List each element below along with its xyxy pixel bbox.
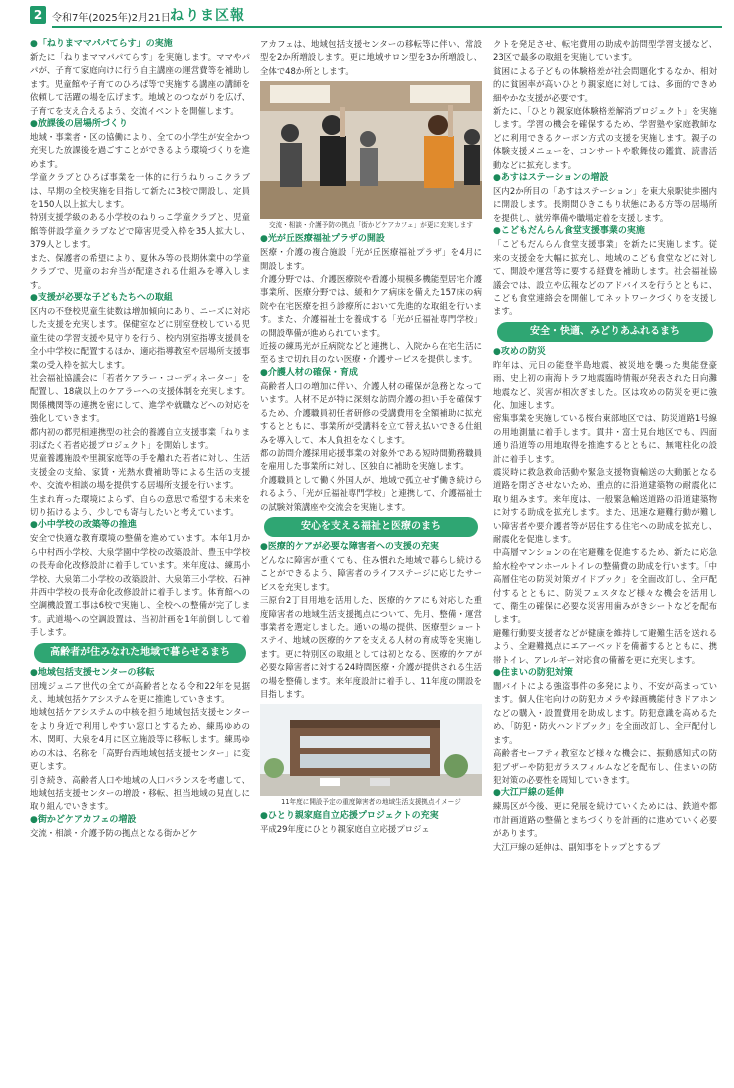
rendering-caption: 11年度に開設予定の重度障害者の地域生活支援拠点イメージ	[281, 798, 461, 807]
heading-kodomo-shokudo: ●こどもだんらん食堂支援事業の実施	[493, 226, 645, 237]
heading-mamapapa: ●「ねりまママパパてらす」の実施	[30, 39, 173, 49]
section-bar-elderly: 高齢者が住みなれた地域で暮らせるまち	[34, 643, 246, 663]
paragraph: 「こどもだんらん食堂支援事業」を新たに実施します。従来の支援金を大幅に拡充し、地域のこども食堂などに対して、開設や運営等に要する経費を補助します。社会福祉協議会では、設立や広報などのアドバイスを行うとともに、こども食堂連絡会を開催してネットワークづくりを支援します。	[493, 239, 717, 317]
column-3	[493, 38, 717, 1082]
heading-oedo-line: ●大江戸線の延伸	[493, 788, 564, 799]
paragraph: 生まれ育った環境によらず、自らの意思で希望する未来を切り拓けるよう、少しでも寄与したいと考えています。	[30, 493, 250, 517]
heading-center-relocation: ●地域包括支援センターの移転	[30, 667, 155, 678]
paragraph: 医療・介護の複合施設「光が丘医療福祉プラザ」を4月に開設します。	[260, 247, 482, 271]
paragraph: アカフェは、地域包括支援センターの移転等に伴い、常設型を2か所増設します。更に地域サロン型を3か所増設し、全体で48か所とします。	[260, 39, 482, 76]
page-number: 2	[30, 6, 46, 24]
column-2	[260, 38, 482, 1082]
paragraph: 新たに「ねりまママパパてらす」を実施します。ママやパパが、子育て家庭向けに行う自主講座の運営費等を補助します。児童館や子育てのひろば等で実施する講座の講師を依頼して活躍の場を広げます。地域とのつながりを広げ、子育てを支え合えるよう、交流イベントを開催します。	[30, 52, 250, 116]
paragraph: 介護職員として働く外国人が、地域で孤立せず働き続けられるよう、「光が丘福祉専門学校」と連携して、介護福祉士の試験対策講座や交流会を実施します。	[260, 474, 482, 512]
paragraph: 児童養護施設や里親家庭等の手を離れた若者に対し、生活支援金の支給、家賃・光熱水費補助等による生活の支援や、交流や相談の場を提供する居場所支援を行います。	[30, 453, 250, 491]
column-1	[30, 38, 250, 1082]
heading-medical-care: ●医療的ケアが必要な障害者への支援の充実	[260, 541, 439, 552]
photo-caption: 交流・相談・介護予防の拠点「街かどケアカフェ」が更に充実します	[268, 221, 473, 230]
paragraph: 震災時に救急救命活動や緊急支援物資輸送の大動脈となる道路を閉ざさせないため、重点的に沿道建築物の耐震化に取り組みます。来年度は、一般緊急輸送道路の沿道建築物に対する助成を拡充します。また、迅速な避難行動が難しい障害者や要介護者等が居住する住宅への助成を拡充し、耐震化を促進します。	[493, 466, 717, 544]
paragraph: 避難行動要支援者などが健康を維持して避難生活を送れるよう、全避難拠点にエアーベッドを備蓄するとともに、携帯トイレ、アレルギー対応食の備蓄を更に充実します。	[493, 627, 717, 665]
paragraph: 団塊ジュニア世代の全てが高齢者となる令和22年を見据え、地域包括ケアシステムを更に推進していきます。	[30, 680, 250, 705]
heading-crime-prevention: ●住まいの防犯対策	[493, 668, 573, 679]
paragraph: 平成29年度にひとり親家庭自立応援プロジェ	[260, 824, 430, 835]
paragraph: 社会福祉協議会に「若者ケアラー・コーディネーター」を配置し、18歳以上のケアラーへの支援体制を充実します。関係機関等の連携を密にして、進学や就職などへの対応を強化していきます。	[30, 372, 250, 424]
care-cafe-photo	[260, 81, 482, 219]
paragraph: 地域包括ケアシステムの中核を担う地域包括支援センターをより身近で利用しやすい窓口とするため、練馬ゆめの木、関町、大泉を4月に区立施設等に移転します。練馬ゆめの木は、名称を「高野台西地域包括支援センター」に変更します。	[30, 707, 250, 772]
issue-date: 令和7年(2025年)2月21日	[52, 13, 171, 24]
paragraph: クトを発足させ、転宅費用の助成や訪問型学習支援など、23区で最多の取組を実施しています。	[493, 39, 717, 63]
paragraph: どんなに障害が重くても、住み慣れた地域で暮らし続けることができるよう、障害者のライフステージに応じたサービスを充実します。	[260, 554, 482, 592]
header-rule	[52, 26, 722, 28]
section-bar-safety: 安全・快適、みどりあふれるまち	[497, 322, 713, 342]
paragraph: 三原台2丁目用地を活用した、医療的ケアにも対応した重度障害者の地域生活支援拠点について、先月、整備・運営事業者を選定しました。通いの場の提供、医療型ショートステイ、地域の医療的ケアを支える人材の育成等を実施します。更に特別区の取組としては初となる、医療的ケアが必要な障害者に対する24時間医療・介護が提供される生活の場を整備します。来年度設計に着手し、11年度の開設を目指します。	[260, 595, 482, 699]
paragraph: 介護分野では、介護医療院や看護小規模多機能型居宅介護事業所、医療分野では、緩和ケア病床を備えた157床の病院や在宅医療を担う診療所において先進的な取組を行います。また、介護福祉士を養成する「光が丘福祉専門学校」の開設準備が進められています。	[260, 274, 482, 338]
paragraph: 都内初の都児相連携型の社会的養護自立支援事業「ねりま羽ばたく若者応援プロジェクト」を開始します。	[30, 426, 250, 450]
facility-rendering	[260, 704, 482, 796]
paragraph: 高齢者セーフティ教室など様々な機会に、振動感知式の防犯ブザーや防犯ガラスフィルムなどを配布し、住まいの防犯対策の必要性を周知していきます。	[493, 748, 717, 785]
paragraph: 練馬区が今後、更に発展を続けていくためには、鉄道や都市計画道路の整備とまちづくりを計画的に進めていく必要があります。	[493, 801, 717, 839]
paragraph: 貧困による子どもの体験格差が社会問題化するなか、相対的に貧困率が高いひとり親家庭に対しては、多面的できめ細やかな支援が必要です。	[493, 65, 717, 103]
section-bar-welfare: 安心を支える福祉と医療のまち	[264, 517, 478, 537]
paragraph: 昨年は、元日の能登半島地震、被災地を襲った奥能登豪雨、史上初の南海トラフ地震臨時情報が発表された日向灘地震など、災害が相次ぎました。区は攻めの防災を更に強化、加速します。	[493, 359, 717, 410]
paragraph: 高齢者人口の増加に伴い、介護人材の確保が急務となっています。人材不足が特に深刻な訪問介護の担い手を確保するため、介護職員初任者研修の受講費用を全額補助に拡充するとともに、事業所が受講料を立て替え払いできる仕組みを導入して、本人負担をなくします。	[260, 380, 482, 445]
paragraph: 中高層マンションの在宅避難を促進するため、新たに応急給水栓やマンホールトイレの整備費の助成を行います。「中高層住宅の防災対策ガイドブック」を全面改訂し、全戸配付するとともに、防災フェスタなど様々な機会を活用して、衛生の確保に必要な災害用歯みがきシートなどを配布します。	[493, 547, 717, 625]
paragraph: 新たに、「ひとり親家庭体験格差解消プロジェクト」を実施します。学習の機会を確保するため、学習塾や家庭教師などに利用できるクーポン方式の支援を実施します。親子の体験支援メニューを、コンサートや歌舞伎の鑑賞、読書活動などに拡充します。	[493, 106, 717, 170]
heading-disaster: ●攻めの防災	[493, 346, 546, 357]
heading-plaza: ●光が丘医療福祉プラザの開設	[260, 234, 385, 245]
paragraph: 密集事業を実施している桜台東部地区では、防災道路1号線の用地測量に着手します。貫井・富士見台地区でも、四面通り沿道等の用地取得を推進するとともに、無電柱化の設計に着手します。	[493, 413, 717, 464]
paragraph: 地域・事業者・区の協働により、全ての小学生が安全かつ充実した放課後を過ごすことができるよう環境づくりを進めます。	[30, 132, 250, 169]
heading-single-parent: ●ひとり親家庭自立応援プロジェクトの充実	[260, 811, 439, 822]
newsletter-logo: ねりま区報	[170, 8, 245, 24]
heading-care-cafe: ●街かどケアカフェの増設	[30, 814, 137, 825]
paragraph: 学童クラブとひろば事業を一体的に行うねりっこクラブは、早期の全校実施を目指して新たに3校で開設し、定員を150人以上拡大します。	[30, 172, 250, 210]
heading-asuha-station: ●あすはステーションの増設	[493, 173, 609, 184]
paragraph: 安全で快適な教育環境の整備を進めています。本年1月から中村西小学校、大泉学園中学校の改築設計、豊玉中学校の長寿命化改修設計に着手しています。来年度は、練馬小学校、大泉第二小学校の改築設計、大泉第三小学校、石神井西中学校の長寿命化改修設計に着手します。体育館への空調機設置工事は6校で実施し、全校への整備が完了します。武道場への空調設置は、当初計画を1年前倒しして着手します。	[30, 533, 250, 638]
paragraph: 都の訪問介護採用応援事業の対象外である短時間勤務職員を雇用した事業所に対し、区独自に補助を実施します。	[260, 447, 482, 472]
page-header	[0, 0, 734, 30]
heading-care-staff: ●介護人材の確保・育成	[260, 367, 358, 378]
heading-school-renovation: ●小中学校の改築等の推進	[30, 520, 137, 531]
heading-children-support: ●支援が必要な子どもたちへの取組	[30, 292, 173, 303]
paragraph: 大江戸線の延伸は、副知事をトップとするプ	[493, 841, 661, 852]
paragraph: 区内2か所目の「あすはステーション」を東大泉駅徒歩圏内に開設します。長期間ひきこもり状態にある方等の居場所を提供し、就労準備や職場定着を支援します。	[493, 186, 717, 223]
paragraph: 特別支援学級のある小学校のねりっこ学童クラブと、児童館等併設学童クラブなどで障害児受入枠を35人拡大し、379人とします。	[30, 212, 250, 250]
paragraph: 引き続き、高齢者人口や地域の人口バランスを考慮して、地域包括支援センターの増設・移転、担当地域の見直しに取り組んでいきます。	[30, 774, 250, 812]
paragraph: 近接の練馬光が丘病院などと連携し、入院から在宅生活に至るまで切れ目のない医療・介護サービスを提供します。	[260, 341, 482, 365]
heading-afterschool: ●放課後の居場所づくり	[30, 119, 128, 130]
paragraph: 闇バイトによる強盗事件の多発により、不安が高まっています。個人住宅向けの防犯カメラや録画機能付きドアホンなどの購入・設置費用を助成します。防犯意識を高めるため、「防犯・防火ハンドブック」を全面改訂し、全戸配付します。	[493, 681, 717, 745]
paragraph: また、保護者の希望により、夏休み等の長期休業中の学童クラブで、児童のお弁当が配達される仕組みを導入します。	[30, 252, 250, 290]
paragraph: 交流・相談・介護予防の拠点となる街かどケ	[30, 827, 198, 838]
paragraph: 区内の不登校児童生徒数は増加傾向にあり、ニーズに対応した支援を充実します。保健室などに別室登校している児童生徒の学習支援や見守りを行う、校内別室指導支援員を全小中学校に配置するほか、適応指導教室や居場所支援事業の受入枠を拡大します。	[30, 305, 250, 370]
